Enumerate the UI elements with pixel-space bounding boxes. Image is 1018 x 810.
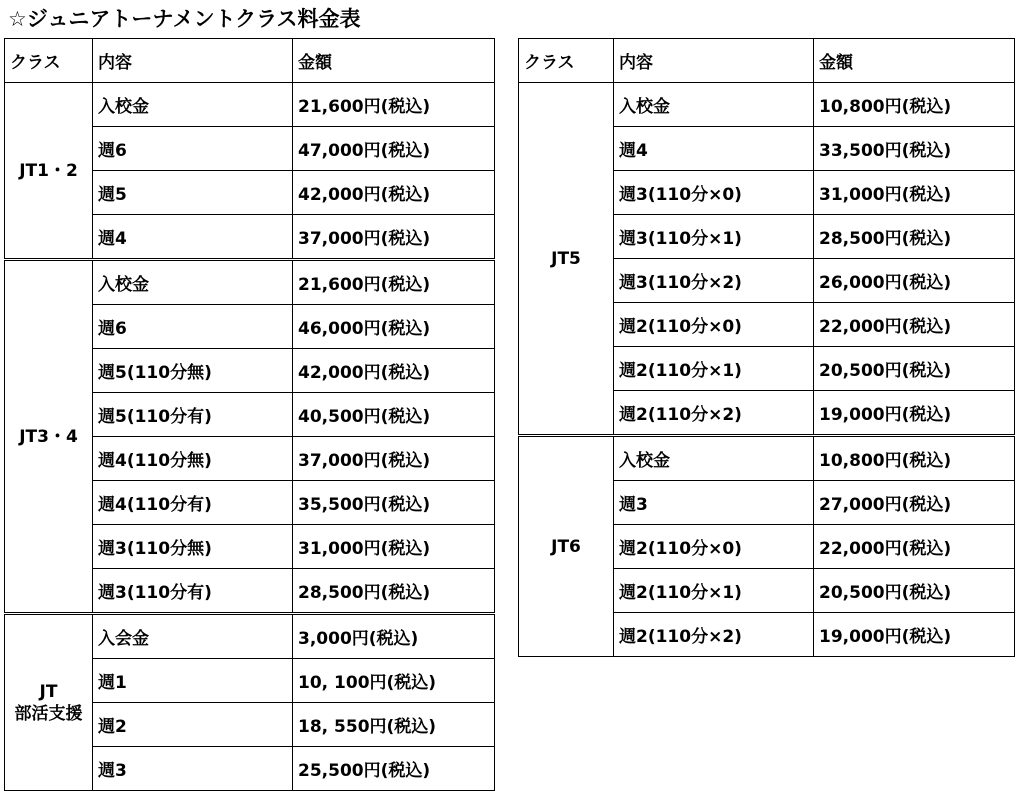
content-cell: 週3(110分×2) xyxy=(614,259,814,303)
content-cell: 週4(110分有) xyxy=(93,481,293,525)
amount-cell: 21,600円(税込) xyxy=(293,83,495,127)
amount-cell: 22,000円(税込) xyxy=(814,525,1015,569)
header-row xyxy=(519,39,1015,83)
content-cell: 週2(110分×1) xyxy=(614,569,814,613)
header-amount: 金額 xyxy=(814,39,1015,83)
amount-cell: 20,500円(税込) xyxy=(814,569,1015,613)
content-cell: 週5 xyxy=(93,171,293,215)
fee-table-left xyxy=(4,38,495,791)
class-name-cell: JT6 xyxy=(519,436,614,657)
amount-cell: 47,000円(税込) xyxy=(293,127,495,171)
header-amount: 金額 xyxy=(293,39,495,83)
content-cell: 週4(110分無) xyxy=(93,437,293,481)
content-cell: 週6 xyxy=(93,127,293,171)
class-name-cell: JT5 xyxy=(519,83,614,436)
content-cell: 週2(110分×0) xyxy=(614,303,814,347)
amount-cell: 40,500円(税込) xyxy=(293,393,495,437)
amount-cell: 27,000円(税込) xyxy=(814,481,1015,525)
content-cell: 週2(110分×0) xyxy=(614,525,814,569)
amount-cell: 42,000円(税込) xyxy=(293,171,495,215)
content-cell: 週2 xyxy=(93,703,293,747)
table-row xyxy=(5,83,495,127)
page-title: ☆ジュニアトーナメントクラス料金表 xyxy=(8,7,361,31)
class-name-cell: JT1・2 xyxy=(5,83,93,260)
content-cell: 入校金 xyxy=(93,260,293,305)
content-cell: 週2(110分×2) xyxy=(614,613,814,657)
content-cell: 週3 xyxy=(614,481,814,525)
fee-table-right xyxy=(518,38,1015,657)
content-cell: 週3(110分有) xyxy=(93,569,293,614)
content-cell: 入会金 xyxy=(93,614,293,659)
header-class: クラス xyxy=(5,39,93,83)
amount-cell: 28,500円(税込) xyxy=(293,569,495,614)
header-content: 内容 xyxy=(614,39,814,83)
content-cell: 入校金 xyxy=(614,436,814,481)
amount-cell: 31,000円(税込) xyxy=(814,171,1015,215)
amount-cell: 22,000円(税込) xyxy=(814,303,1015,347)
amount-cell: 46,000円(税込) xyxy=(293,305,495,349)
table-row xyxy=(519,83,1015,127)
amount-cell: 31,000円(税込) xyxy=(293,525,495,569)
table-row xyxy=(5,260,495,305)
content-cell: 週4 xyxy=(93,215,293,260)
content-cell: 週3(110分×0) xyxy=(614,171,814,215)
table-row xyxy=(5,614,495,659)
content-cell: 週6 xyxy=(93,305,293,349)
amount-cell: 26,000円(税込) xyxy=(814,259,1015,303)
table-row xyxy=(519,436,1015,481)
header-row xyxy=(5,39,495,83)
amount-cell: 19,000円(税込) xyxy=(814,613,1015,657)
header-content: 内容 xyxy=(93,39,293,83)
content-cell: 週2(110分×1) xyxy=(614,347,814,391)
amount-cell: 25,500円(税込) xyxy=(293,747,495,791)
amount-cell: 37,000円(税込) xyxy=(293,215,495,260)
content-cell: 入校金 xyxy=(93,83,293,127)
amount-cell: 19,000円(税込) xyxy=(814,391,1015,436)
amount-cell: 10, 100円(税込) xyxy=(293,659,495,703)
content-cell: 入校金 xyxy=(614,83,814,127)
amount-cell: 10,800円(税込) xyxy=(814,83,1015,127)
content-cell: 週1 xyxy=(93,659,293,703)
amount-cell: 20,500円(税込) xyxy=(814,347,1015,391)
header-class: クラス xyxy=(519,39,614,83)
content-cell: 週3(110分無) xyxy=(93,525,293,569)
amount-cell: 3,000円(税込) xyxy=(293,614,495,659)
amount-cell: 37,000円(税込) xyxy=(293,437,495,481)
amount-cell: 33,500円(税込) xyxy=(814,127,1015,171)
class-name-cell: JT3・4 xyxy=(5,260,93,614)
content-cell: 週2(110分×2) xyxy=(614,391,814,436)
content-cell: 週3 xyxy=(93,747,293,791)
amount-cell: 42,000円(税込) xyxy=(293,349,495,393)
amount-cell: 28,500円(税込) xyxy=(814,215,1015,259)
amount-cell: 35,500円(税込) xyxy=(293,481,495,525)
amount-cell: 18, 550円(税込) xyxy=(293,703,495,747)
amount-cell: 10,800円(税込) xyxy=(814,436,1015,481)
class-name-cell: JT 部活支援 xyxy=(5,614,93,791)
content-cell: 週3(110分×1) xyxy=(614,215,814,259)
content-cell: 週5(110分有) xyxy=(93,393,293,437)
amount-cell: 21,600円(税込) xyxy=(293,260,495,305)
content-cell: 週4 xyxy=(614,127,814,171)
content-cell: 週5(110分無) xyxy=(93,349,293,393)
